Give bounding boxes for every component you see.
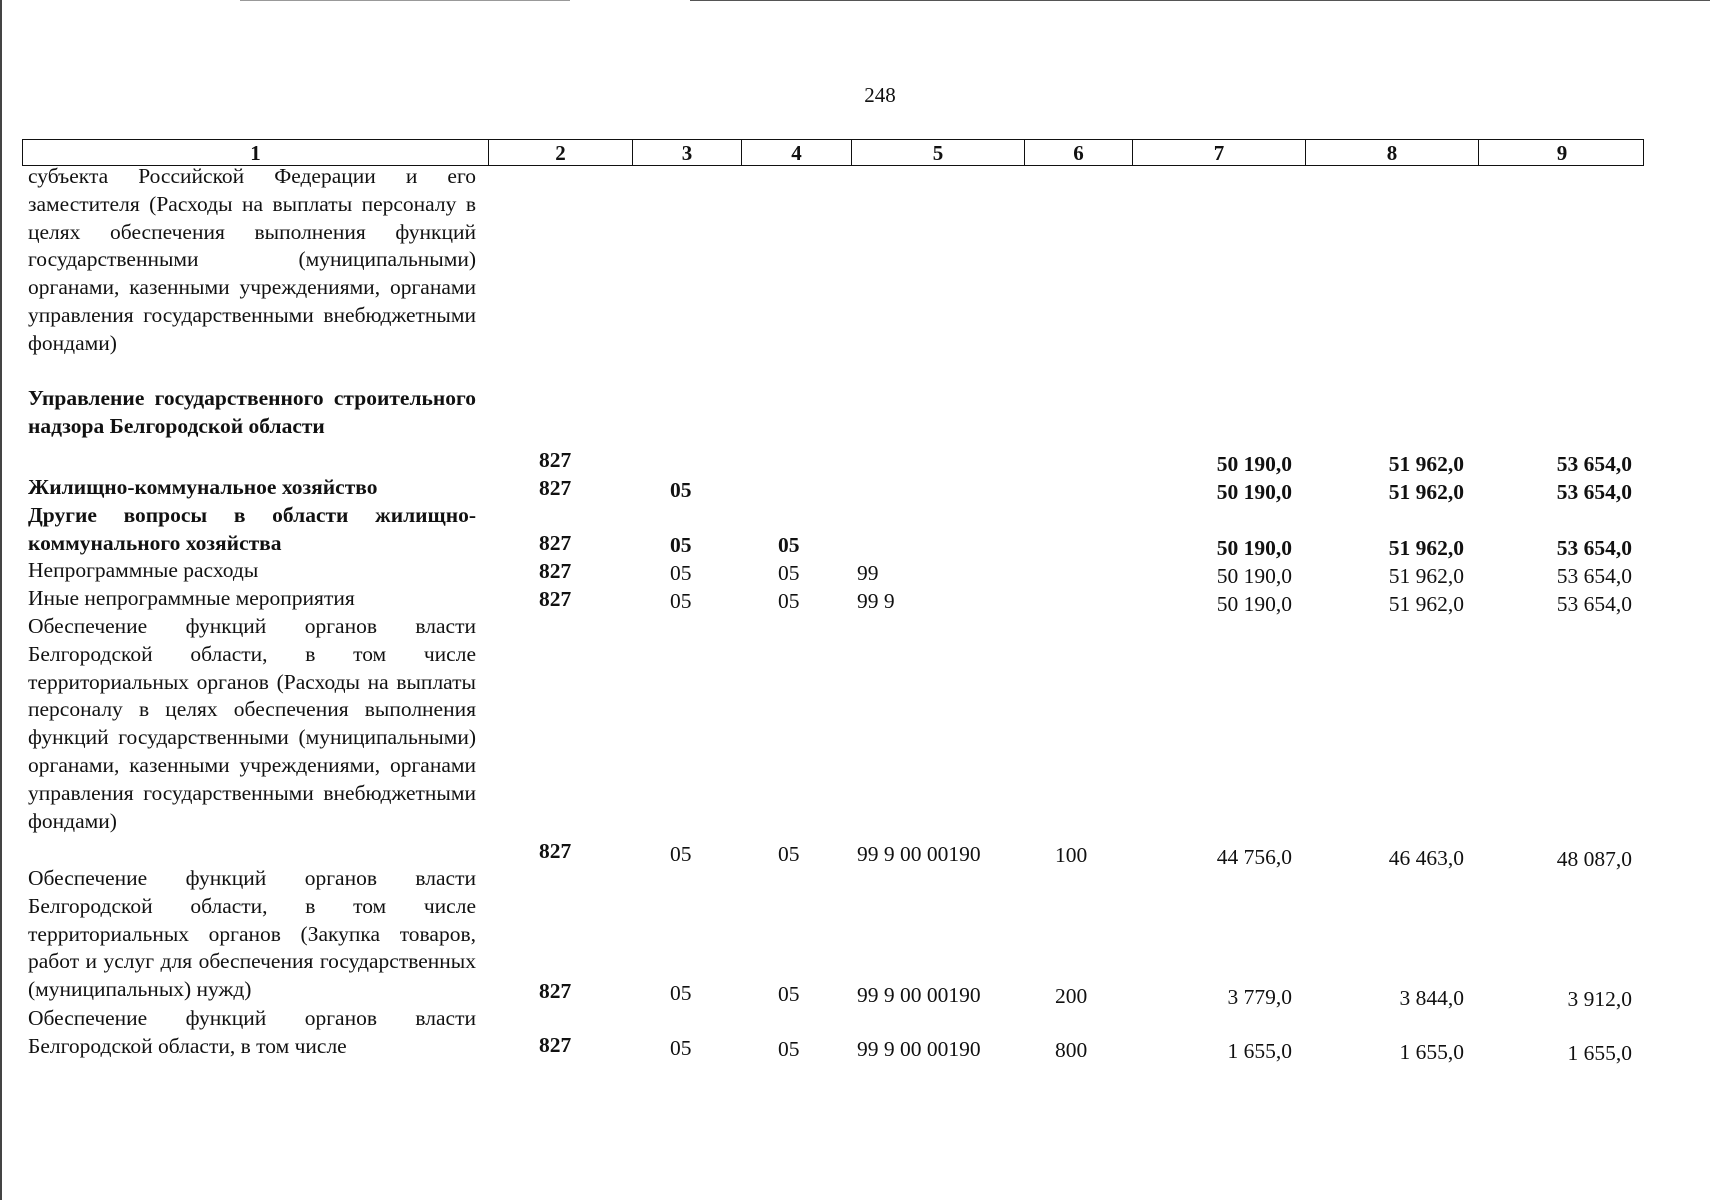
row-subsection: 05 xyxy=(778,842,800,866)
row-value-col8: 1 655,0 xyxy=(1399,1040,1464,1064)
row-value-col9: 53 654,0 xyxy=(1556,452,1632,476)
row-subsection: 05 xyxy=(778,982,800,1006)
row-value-col7: 3 779,0 xyxy=(1227,985,1292,1009)
row-ministry-code: 827 xyxy=(539,839,572,863)
row-ministry-code: 827 xyxy=(539,979,572,1003)
row-section: 05 xyxy=(670,478,692,502)
row-description: Другие вопросы в области жилищно-коммунального хозяйства xyxy=(28,503,476,555)
row-value-col8: 51 962,0 xyxy=(1388,592,1464,616)
page-number: 248 xyxy=(864,83,896,107)
header-col-1: 1 xyxy=(23,140,489,165)
row-ministry-code: 827 xyxy=(539,476,572,500)
row-description: субъекта Российской Федерации и его заместителя (Расходы на выплаты персоналу в целях обеспечения выполнения функций государственными (муниципальными) органами, казенными учреждениями, органами управления государственными внебюджетными фондами) xyxy=(28,164,476,355)
row-description: Жилищно-коммунальное хозяйство xyxy=(28,475,378,499)
row-description: Обеспечение функций органов власти Белгородской области, в том числе территориальных органов (Закупка товаров, работ и услуг для обеспечения государственных (муниципальных) нужд) xyxy=(28,866,476,1002)
row-target-article: 99 xyxy=(857,561,879,585)
row-target-article: 99 9 00 00190 xyxy=(857,983,981,1007)
page-top-edge-faint xyxy=(240,0,570,1)
row-value-col8: 46 463,0 xyxy=(1388,846,1464,870)
header-col-7: 7 xyxy=(1133,140,1306,165)
row-subsection: 05 xyxy=(778,561,800,585)
row-value-col7: 50 190,0 xyxy=(1216,592,1292,616)
row-value-col9: 48 087,0 xyxy=(1556,847,1632,871)
row-expense-type: 200 xyxy=(1055,984,1088,1008)
header-col-9: 9 xyxy=(1556,141,1568,165)
page-left-edge xyxy=(0,0,2,1200)
row-ministry-code: 827 xyxy=(539,587,572,611)
row-ministry-code: 827 xyxy=(539,531,572,555)
row-value-col9: 53 654,0 xyxy=(1556,592,1632,616)
row-value-col8: 51 962,0 xyxy=(1388,452,1464,476)
row-ministry-code: 827 xyxy=(539,448,572,472)
row-description: Иные непрограммные мероприятия xyxy=(28,586,355,610)
row-ministry-code: 827 xyxy=(539,559,572,583)
row-section: 05 xyxy=(670,533,692,557)
row-value-col8: 3 844,0 xyxy=(1399,986,1464,1010)
row-description: Обеспечение функций органов власти Белгородской области, в том числе xyxy=(28,1006,476,1058)
row-target-article: 99 9 00 00190 xyxy=(857,842,981,866)
row-section: 05 xyxy=(670,561,692,585)
row-subsection: 05 xyxy=(778,1037,800,1061)
row-value-col9: 53 654,0 xyxy=(1556,564,1632,588)
row-expense-type: 800 xyxy=(1055,1038,1088,1062)
row-section: 05 xyxy=(670,589,692,613)
row-expense-type: 100 xyxy=(1055,843,1088,867)
row-value-col8: 51 962,0 xyxy=(1388,564,1464,588)
header-col-6: 6 xyxy=(1025,140,1133,165)
row-subsection: 05 xyxy=(778,589,800,613)
header-col-4: 4 xyxy=(742,140,852,165)
header-col-3: 3 xyxy=(633,140,742,165)
header-col-8: 8 xyxy=(1306,140,1479,165)
row-section: 05 xyxy=(670,842,692,866)
row-subsection: 05 xyxy=(778,533,800,557)
row-value-col9: 53 654,0 xyxy=(1556,480,1632,504)
row-description: Управление государственного строительного надзора Белгородской области xyxy=(28,386,476,438)
row-description: Непрограммные расходы xyxy=(28,558,259,582)
row-target-article: 99 9 xyxy=(857,589,895,613)
table-header xyxy=(22,139,1644,166)
page-top-edge xyxy=(690,0,1710,1)
row-ministry-code: 827 xyxy=(539,1033,572,1057)
row-description: Обеспечение функций органов власти Белгородской области, в том числе территориальных органов (Расходы на выплаты персоналу в целях обеспечения выполнения функций государственными (муниципальными) органами, казенными учреждениями, органами управления государственными внебюджетными фондами) xyxy=(28,614,476,833)
row-value-col8: 51 962,0 xyxy=(1388,480,1464,504)
row-value-col7: 50 190,0 xyxy=(1216,564,1292,588)
row-value-col7: 50 190,0 xyxy=(1216,536,1292,560)
row-section: 05 xyxy=(670,1036,692,1060)
row-value-col9: 53 654,0 xyxy=(1556,536,1632,560)
row-value-col7: 1 655,0 xyxy=(1227,1039,1292,1063)
header-col-5: 5 xyxy=(852,140,1025,165)
header-col-2: 2 xyxy=(489,140,633,165)
row-value-col7: 50 190,0 xyxy=(1216,480,1292,504)
row-value-col9: 3 912,0 xyxy=(1567,987,1632,1011)
row-value-col7: 44 756,0 xyxy=(1216,845,1292,869)
row-value-col8: 51 962,0 xyxy=(1388,536,1464,560)
row-value-col9: 1 655,0 xyxy=(1567,1041,1632,1065)
row-target-article: 99 9 00 00190 xyxy=(857,1037,981,1061)
row-value-col7: 50 190,0 xyxy=(1216,452,1292,476)
row-section: 05 xyxy=(670,981,692,1005)
